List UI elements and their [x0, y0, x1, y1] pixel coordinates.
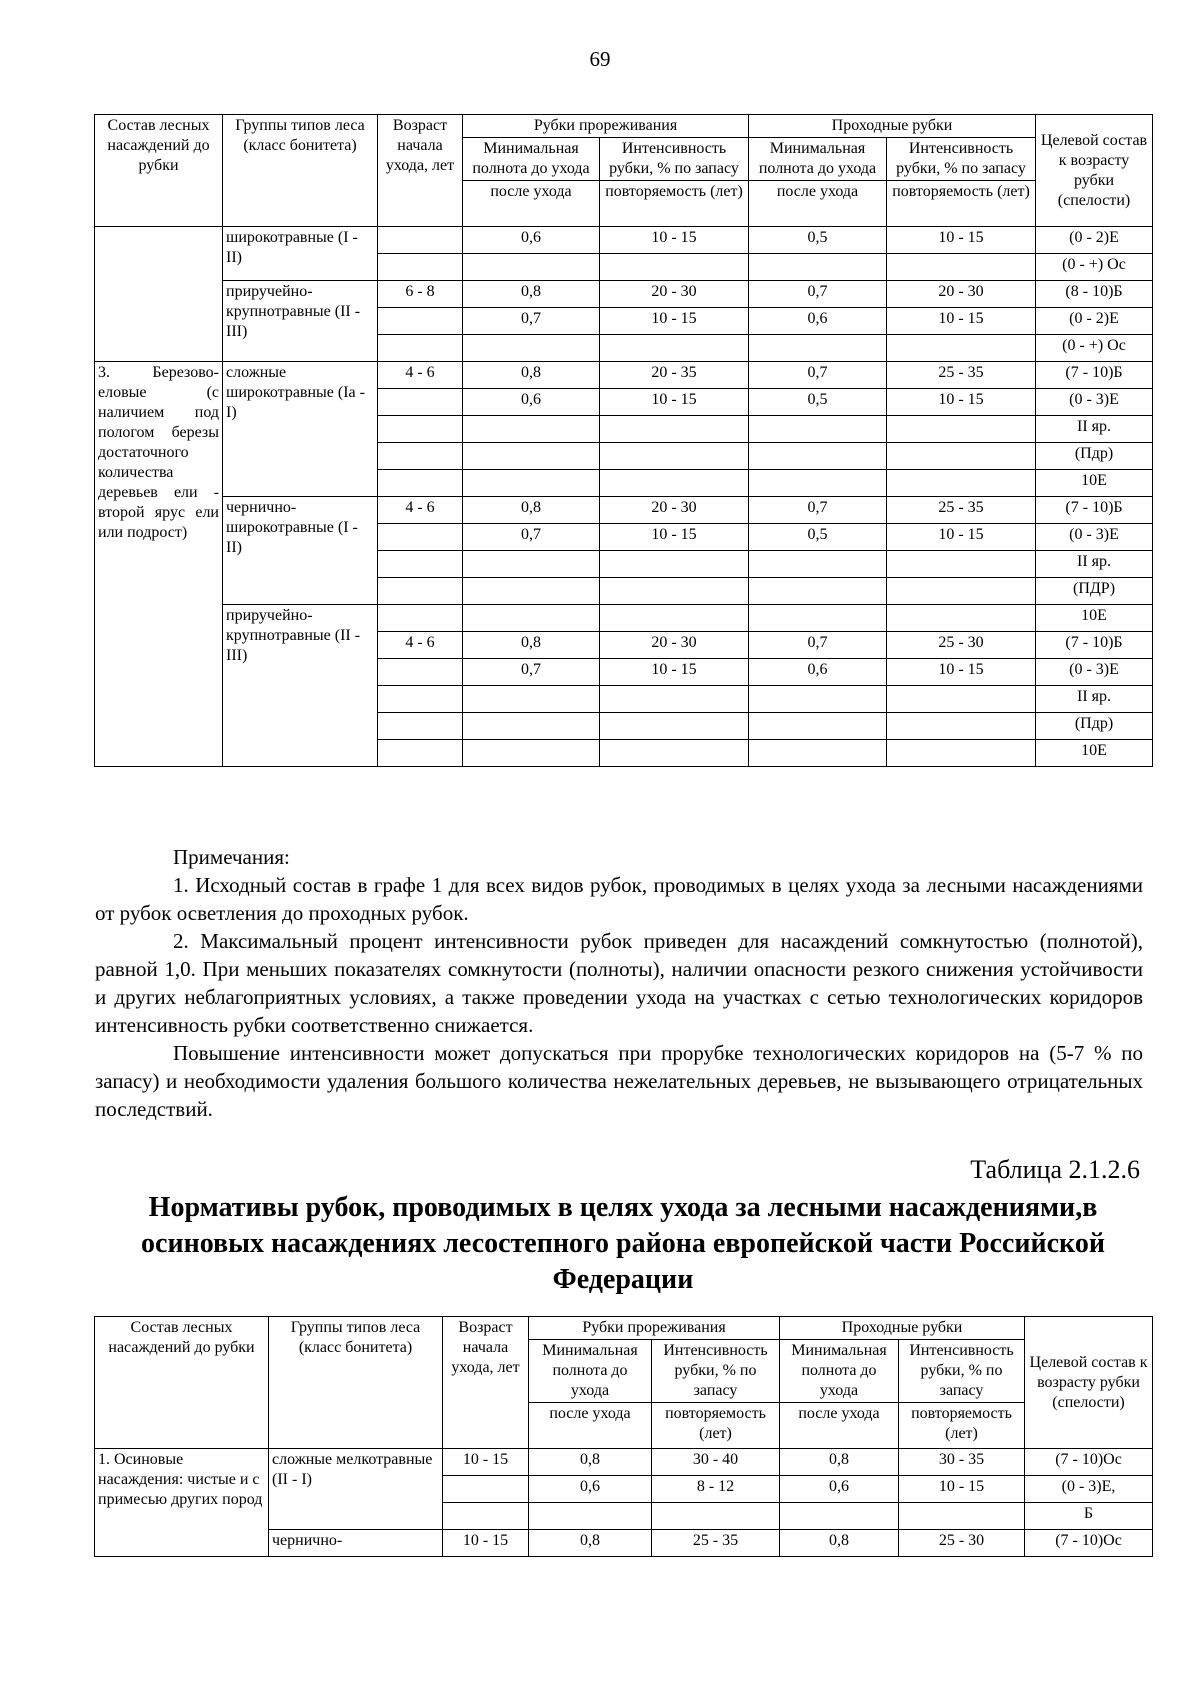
value-cell: 25 - 30: [899, 1530, 1025, 1557]
table-row: [95, 497, 1153, 524]
value-cell: [899, 1503, 1025, 1530]
group-cell: приручейно-крупнотравные (II - III): [223, 605, 378, 767]
header-repeat: повторяемость (лет): [887, 181, 1036, 227]
value-cell: [749, 470, 887, 497]
header-thinning: Рубки прореживания: [529, 1317, 780, 1340]
value-cell: [749, 416, 887, 443]
value-cell: [887, 335, 1036, 362]
target-cell: (0 - 2)Е: [1036, 227, 1153, 254]
target-cell: II яр.: [1036, 416, 1153, 443]
value-cell: [749, 443, 887, 470]
header-intensity: Интенсивность рубки, % по запасу: [899, 1340, 1025, 1403]
target-cell: (Пдр): [1036, 713, 1153, 740]
target-cell: (7 - 10)Б: [1036, 632, 1153, 659]
value-cell: 10 - 15: [600, 389, 749, 416]
value-cell: 0,5: [749, 389, 887, 416]
value-cell: [463, 605, 600, 632]
value-cell: 0,8: [529, 1449, 652, 1476]
table-title: Нормативы рубок, проводимых в целях ухода за лесными насаждениями,в осиновых насаждениях лесостепного района европейской части Российской Федерации: [141, 1192, 1105, 1295]
target-cell: (ПДР): [1036, 578, 1153, 605]
header-repeat: повторяемость (лет): [652, 1403, 780, 1449]
target-cell: (0 - +) Ос: [1036, 254, 1153, 281]
header-min-density: Минимальная полнота до ухода: [749, 138, 887, 181]
target-cell: (7 - 10)Ос: [1025, 1449, 1153, 1476]
value-cell: [463, 335, 600, 362]
value-cell: 0,6: [463, 227, 600, 254]
target-cell: (8 - 10)Б: [1036, 281, 1153, 308]
age-cell: [378, 227, 463, 254]
table-header-row: [95, 115, 1153, 138]
value-cell: [463, 686, 600, 713]
value-cell: [463, 740, 600, 767]
target-cell: II яр.: [1036, 551, 1153, 578]
value-cell: [749, 578, 887, 605]
value-cell: [600, 605, 749, 632]
value-cell: [749, 551, 887, 578]
value-cell: [887, 605, 1036, 632]
table-1: [94, 114, 1153, 767]
age-cell: [378, 605, 463, 632]
value-cell: 30 - 35: [899, 1449, 1025, 1476]
header-groups: Группы типов леса (класс бонитета): [269, 1317, 443, 1449]
table-row: [95, 605, 1153, 632]
value-cell: 10 - 15: [600, 227, 749, 254]
header-min-density: Минимальная полнота до ухода: [529, 1340, 652, 1403]
value-cell: [600, 254, 749, 281]
value-cell: 25 - 30: [887, 632, 1036, 659]
table-row: [95, 362, 1153, 389]
header-passage: Проходные рубки: [780, 1317, 1025, 1340]
value-cell: [463, 470, 600, 497]
value-cell: [600, 713, 749, 740]
value-cell: [463, 443, 600, 470]
note-paragraph: 2. Максимальный процент интенсивности рубок приведен для насаждений сомкнутостью (полнотой), равной 1,0. При меньших показателях сомкнутости (полноты), наличии опасности резкого снижения устойчивости и других неблагоприятных условиях, а также проведении ухода на участках с сетью технологических коридоров интенсивность рубки соответственно снижается.: [95, 929, 1143, 1037]
value-cell: [463, 551, 600, 578]
value-cell: 0,8: [463, 281, 600, 308]
value-cell: 0,8: [529, 1530, 652, 1557]
value-cell: 0,6: [463, 389, 600, 416]
age-cell: 6 - 8: [378, 281, 463, 308]
group-cell: сложные мелкотравные (II - I): [269, 1449, 443, 1530]
note-paragraph: Повышение интенсивности может допускаться при прорубке технологических коридоров на (5-7 % по запасу) и необходимости удаления большого количества нежелательных деревьев, не вызывающего отрицательных последствий.: [95, 1041, 1143, 1121]
value-cell: 0,8: [463, 362, 600, 389]
header-age: Возраст начала ухода, лет: [443, 1317, 529, 1449]
value-cell: [600, 443, 749, 470]
header-after: после ухода: [749, 181, 887, 227]
value-cell: [463, 416, 600, 443]
value-cell: [887, 713, 1036, 740]
header-target: Целевой состав к возрасту рубки (спелости): [1025, 1317, 1153, 1449]
target-cell: (7 - 10)Ос: [1025, 1530, 1153, 1557]
table-row: [95, 281, 1153, 308]
header-age: Возраст начала ухода, лет: [378, 115, 463, 227]
header-after: после ухода: [780, 1403, 899, 1449]
value-cell: 0,7: [463, 524, 600, 551]
value-cell: 10 - 15: [887, 308, 1036, 335]
value-cell: [887, 686, 1036, 713]
header-repeat: повторяемость (лет): [899, 1403, 1025, 1449]
age-cell: 10 - 15: [443, 1530, 529, 1557]
value-cell: 10 - 15: [600, 308, 749, 335]
age-cell: [378, 686, 463, 713]
notes-heading: Примечания:: [173, 845, 290, 869]
value-cell: 10 - 15: [600, 659, 749, 686]
age-cell: 10 - 15: [443, 1449, 529, 1476]
header-thinning: Рубки прореживания: [463, 115, 749, 138]
value-cell: [652, 1503, 780, 1530]
age-cell: [378, 308, 463, 335]
header-composition: Состав лесных насаждений до рубки: [95, 115, 223, 227]
table-2: [94, 1316, 1153, 1557]
value-cell: 0,6: [749, 659, 887, 686]
target-cell: (0 - 3)Е: [1036, 389, 1153, 416]
age-cell: 4 - 6: [378, 362, 463, 389]
value-cell: [600, 578, 749, 605]
header-passage: Проходные рубки: [749, 115, 1036, 138]
target-cell: (7 - 10)Б: [1036, 362, 1153, 389]
value-cell: 0,5: [749, 227, 887, 254]
age-cell: [378, 416, 463, 443]
target-cell: (7 - 10)Б: [1036, 497, 1153, 524]
target-cell: Б: [1025, 1503, 1153, 1530]
value-cell: 0,7: [749, 497, 887, 524]
value-cell: 0,7: [749, 281, 887, 308]
target-cell: (0 - +) Ос: [1036, 335, 1153, 362]
age-cell: [378, 524, 463, 551]
value-cell: [887, 578, 1036, 605]
composition-cell: 1. Осиновые насаждения: чистые и с примесью других пород: [95, 1449, 269, 1557]
target-cell: II яр.: [1036, 686, 1153, 713]
value-cell: [463, 254, 600, 281]
value-cell: [749, 605, 887, 632]
value-cell: 20 - 30: [600, 281, 749, 308]
age-cell: 4 - 6: [378, 632, 463, 659]
value-cell: 0,8: [780, 1449, 899, 1476]
value-cell: [887, 470, 1036, 497]
value-cell: 30 - 40: [652, 1449, 780, 1476]
age-cell: [378, 713, 463, 740]
value-cell: 0,7: [463, 308, 600, 335]
table-row: [95, 227, 1153, 254]
value-cell: 0,7: [749, 362, 887, 389]
value-cell: [749, 713, 887, 740]
age-cell: [443, 1476, 529, 1503]
age-cell: [378, 254, 463, 281]
header-intensity: Интенсивность рубки, % по запасу: [887, 138, 1036, 181]
value-cell: 0,7: [463, 659, 600, 686]
group-cell: широкотравные (I - II): [223, 227, 378, 281]
header-composition: Состав лесных насаждений до рубки: [95, 1317, 269, 1449]
value-cell: [463, 713, 600, 740]
header-after: после ухода: [529, 1403, 652, 1449]
value-cell: 20 - 30: [887, 281, 1036, 308]
value-cell: [749, 335, 887, 362]
target-cell: (Пдр): [1036, 443, 1153, 470]
value-cell: [600, 551, 749, 578]
page-number: 69: [589, 47, 611, 71]
value-cell: 25 - 35: [652, 1530, 780, 1557]
age-cell: [378, 389, 463, 416]
header-intensity: Интенсивность рубки, % по запасу: [652, 1340, 780, 1403]
age-cell: [378, 659, 463, 686]
age-cell: [378, 470, 463, 497]
group-cell: чернично-: [269, 1530, 443, 1557]
value-cell: 0,5: [749, 524, 887, 551]
target-cell: 10Е: [1036, 470, 1153, 497]
group-cell: сложные широкотравные (Ia - I): [223, 362, 378, 497]
value-cell: [749, 254, 887, 281]
value-cell: [749, 740, 887, 767]
value-cell: 0,6: [780, 1476, 899, 1503]
value-cell: [887, 443, 1036, 470]
value-cell: [600, 335, 749, 362]
value-cell: 0,6: [749, 308, 887, 335]
value-cell: [600, 686, 749, 713]
age-cell: [378, 335, 463, 362]
value-cell: [600, 416, 749, 443]
value-cell: 10 - 15: [887, 227, 1036, 254]
value-cell: 10 - 15: [600, 524, 749, 551]
value-cell: [600, 740, 749, 767]
value-cell: 10 - 15: [887, 389, 1036, 416]
group-cell: приручейно-крупнотравные (II - III): [223, 281, 378, 362]
table-row: [95, 1449, 1153, 1476]
age-cell: [378, 578, 463, 605]
notes-section: [95, 843, 1143, 1123]
note-paragraph: 1. Исходный состав в графе 1 для всех видов рубок, проводимых в целях ухода за лесными насаждениями от рубок осветления до проходных рубок.: [95, 873, 1143, 925]
value-cell: 0,7: [749, 632, 887, 659]
table-number: Таблица 2.1.2.6: [970, 1155, 1140, 1184]
value-cell: [529, 1503, 652, 1530]
composition-cell: 3. Березово-еловые (с наличием под пологом березы достаточного количества деревьев ели - второй ярус ели или подрост): [95, 362, 223, 767]
value-cell: 0,8: [463, 497, 600, 524]
target-cell: (0 - 3)Е: [1036, 659, 1153, 686]
target-cell: (0 - 3)Е,: [1025, 1476, 1153, 1503]
target-cell: 10Е: [1036, 740, 1153, 767]
value-cell: [463, 578, 600, 605]
value-cell: [887, 740, 1036, 767]
header-target: Целевой состав к возрасту рубки (спелости): [1036, 115, 1153, 227]
age-cell: [378, 740, 463, 767]
age-cell: [443, 1503, 529, 1530]
value-cell: [887, 254, 1036, 281]
age-cell: [378, 443, 463, 470]
value-cell: 0,8: [780, 1530, 899, 1557]
header-after: после ухода: [463, 181, 600, 227]
value-cell: 0,8: [463, 632, 600, 659]
table-header-row: [95, 1317, 1153, 1340]
value-cell: 20 - 30: [600, 497, 749, 524]
header-min-density: Минимальная полнота до ухода: [463, 138, 600, 181]
value-cell: 20 - 30: [600, 632, 749, 659]
target-cell: (0 - 2)Е: [1036, 308, 1153, 335]
value-cell: 25 - 35: [887, 497, 1036, 524]
header-repeat: повторяемость (лет): [600, 181, 749, 227]
age-cell: [378, 551, 463, 578]
value-cell: 10 - 15: [887, 659, 1036, 686]
value-cell: 10 - 15: [887, 524, 1036, 551]
value-cell: 8 - 12: [652, 1476, 780, 1503]
header-intensity: Интенсивность рубки, % по запасу: [600, 138, 749, 181]
value-cell: 10 - 15: [899, 1476, 1025, 1503]
target-cell: 10Е: [1036, 605, 1153, 632]
target-cell: (0 - 3)Е: [1036, 524, 1153, 551]
group-cell: чернично-широкотравные (I - II): [223, 497, 378, 605]
header-groups: Группы типов леса (класс бонитета): [223, 115, 378, 227]
value-cell: [887, 416, 1036, 443]
value-cell: [887, 551, 1036, 578]
value-cell: 0,6: [529, 1476, 652, 1503]
value-cell: [600, 470, 749, 497]
value-cell: [780, 1503, 899, 1530]
value-cell: 25 - 35: [887, 362, 1036, 389]
composition-cell: [95, 227, 223, 362]
value-cell: [749, 686, 887, 713]
value-cell: 20 - 35: [600, 362, 749, 389]
header-min-density: Минимальная полнота до ухода: [780, 1340, 899, 1403]
age-cell: 4 - 6: [378, 497, 463, 524]
